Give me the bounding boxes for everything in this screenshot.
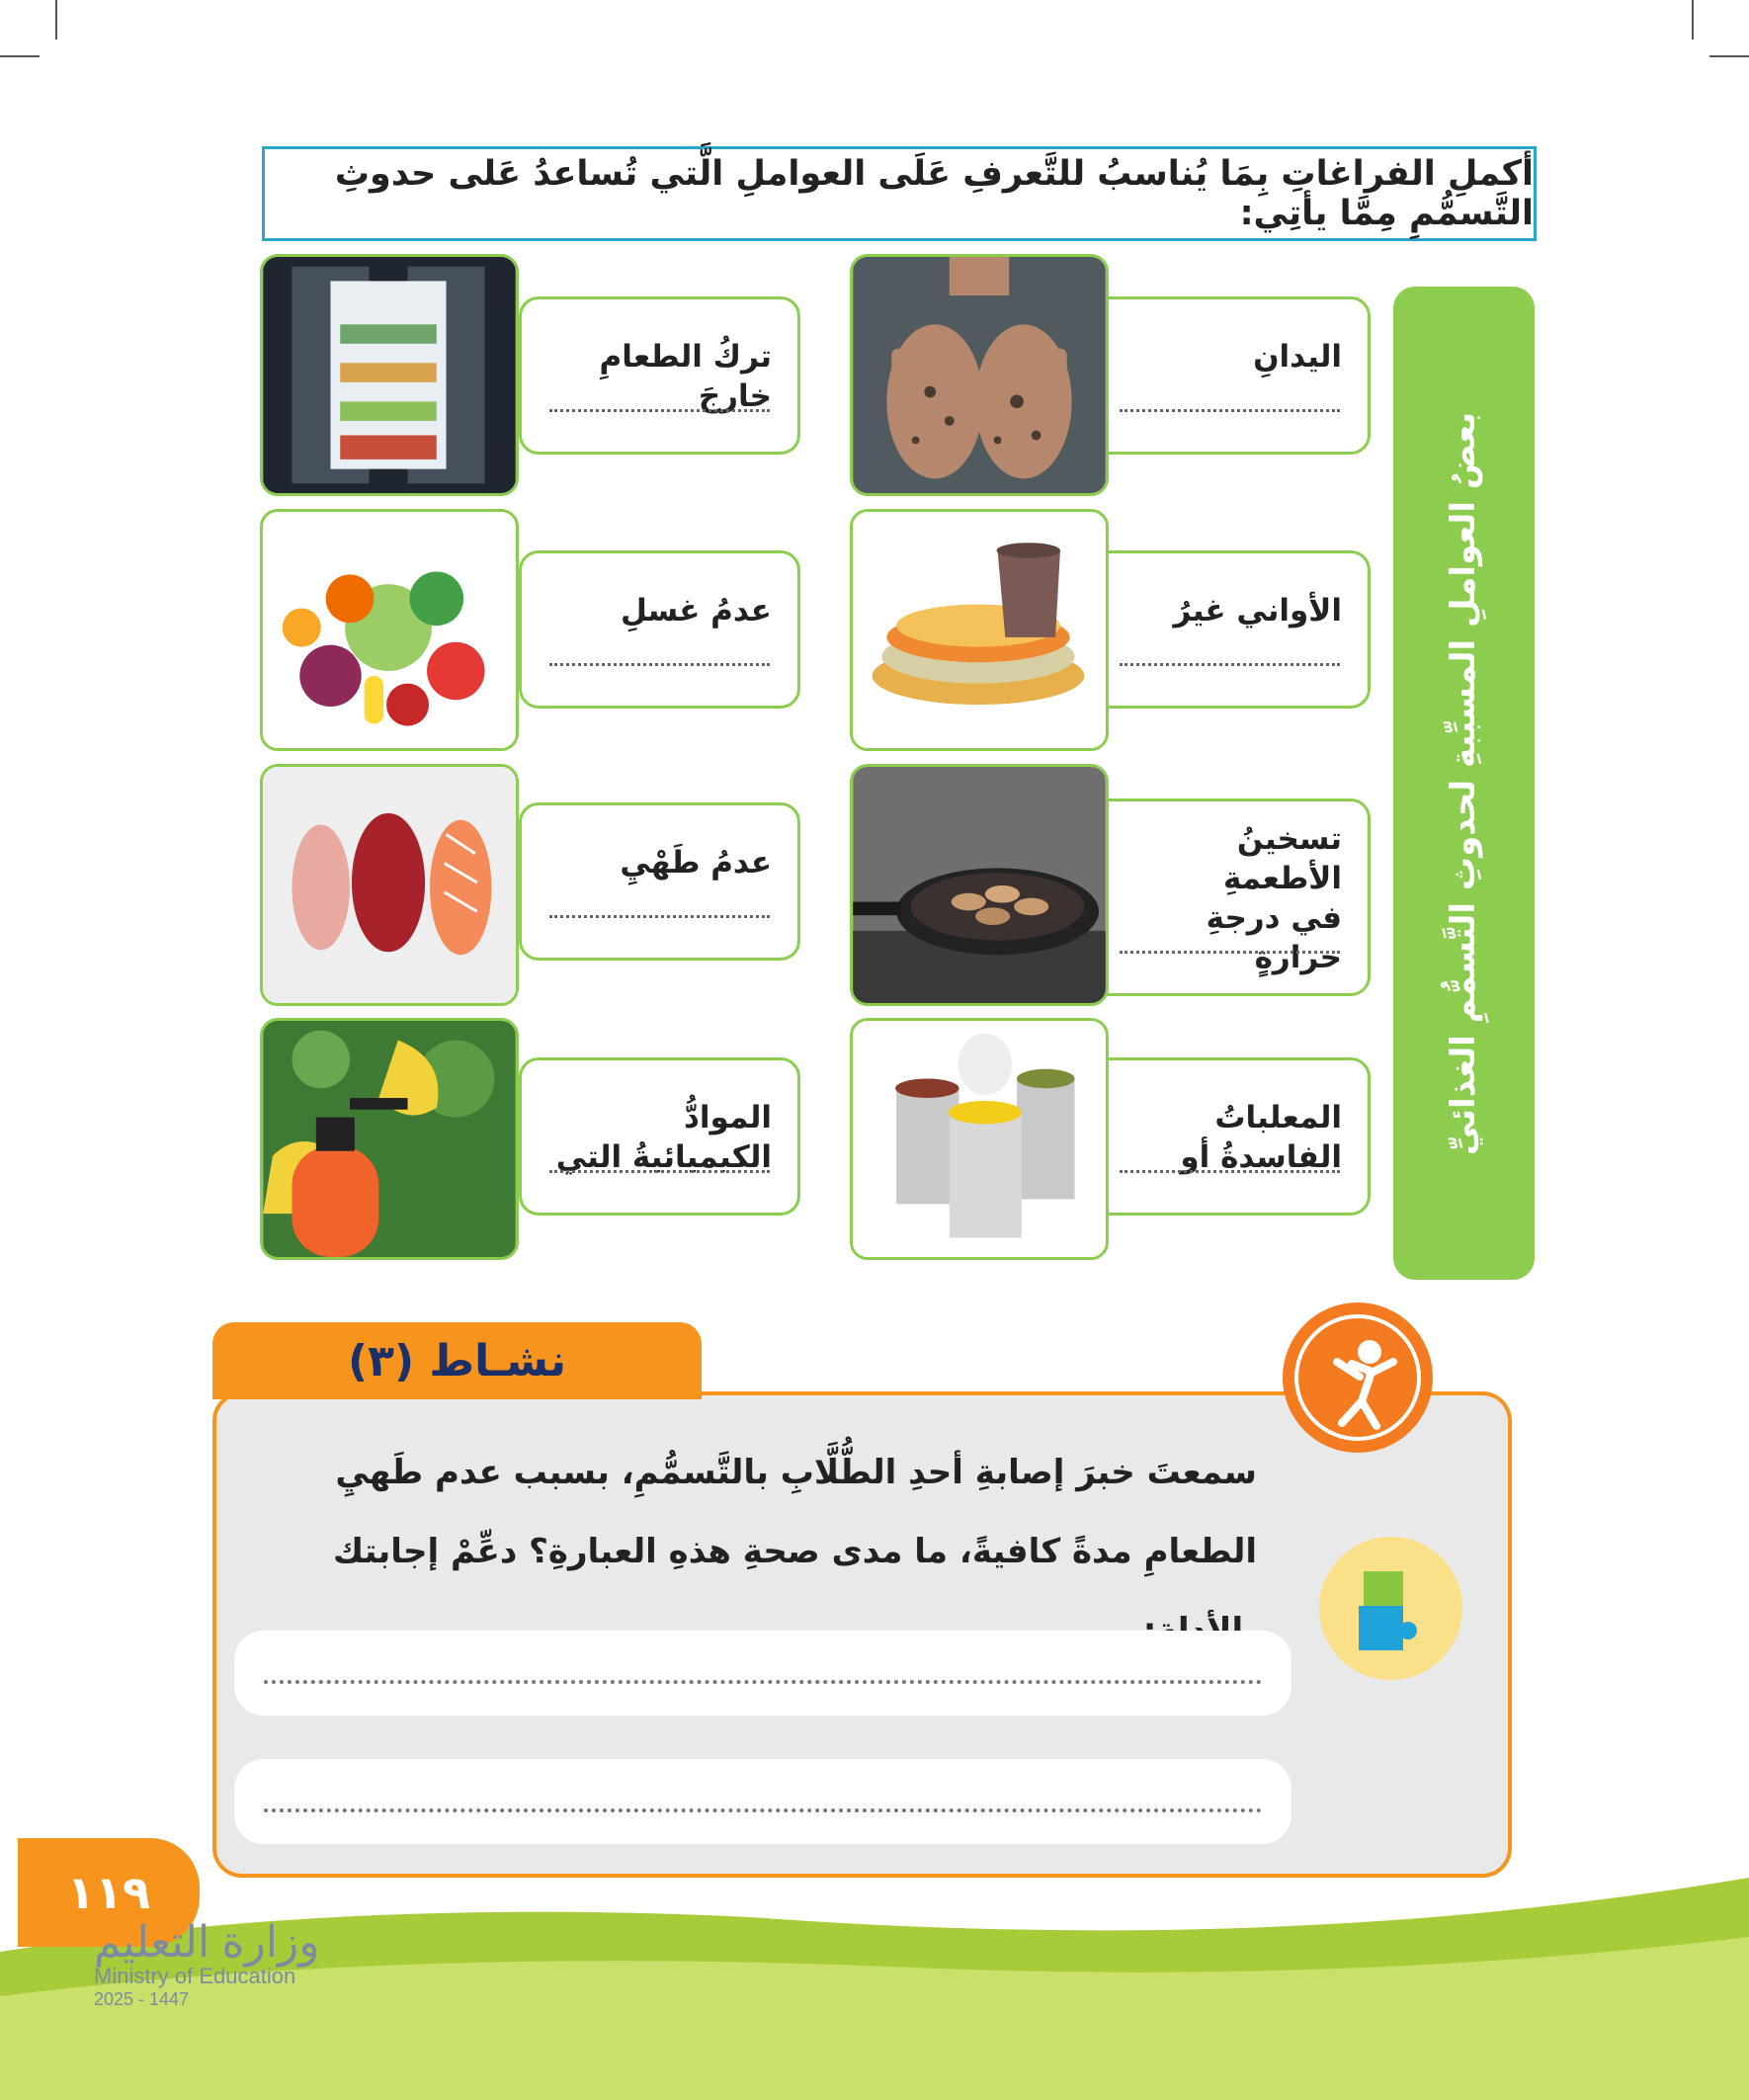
- raw-meat-image: [260, 764, 519, 1006]
- card-label: اليدانِ: [1253, 339, 1342, 375]
- dirty-hands-image: [850, 254, 1109, 496]
- blank-line[interactable]: [549, 663, 770, 666]
- card-label: عدمُ غسلِ: [621, 593, 772, 629]
- card-label-line1: تسخينُ الأطعمةِ: [1223, 821, 1342, 896]
- blank-line[interactable]: [549, 409, 770, 412]
- page-number: ١١٩: [66, 1866, 151, 1919]
- blank-line[interactable]: [1120, 663, 1340, 666]
- puzzle-icon: [1319, 1537, 1462, 1680]
- answer-field-2[interactable]: [234, 1759, 1291, 1844]
- frying-pan-illustration: [853, 767, 1106, 1003]
- ministry-year: 2025 - 1447: [94, 1989, 190, 2009]
- side-title: بعضُ العواملِ المسبِّبةِ لحدوثِ التَّسمُّمِ الغذائيِّ: [1444, 411, 1484, 1155]
- ministry-english: Ministry of Education: [94, 1964, 296, 1988]
- blank-card-hands[interactable]: [1089, 296, 1371, 455]
- dirty-hands-illustration: [853, 257, 1106, 493]
- blank-line[interactable]: [1120, 409, 1340, 412]
- dirty-dishes-image: [850, 509, 1109, 751]
- answer-line[interactable]: [264, 1808, 1262, 1812]
- blank-card-heating[interactable]: [1089, 798, 1371, 996]
- vegetables-image: [260, 509, 519, 751]
- vegetables-illustration: [263, 512, 516, 748]
- crop-mark: [1709, 55, 1749, 57]
- activity-tab: [212, 1322, 702, 1399]
- crop-mark: [1692, 0, 1694, 40]
- instruction-box: [262, 146, 1537, 241]
- frying-pan-image: [850, 764, 1109, 1006]
- crop-mark: [0, 55, 40, 57]
- blank-card-chemicals[interactable]: [519, 1057, 800, 1216]
- card-label: تركُ الطعامِ خارجَ: [599, 339, 772, 414]
- blank-line[interactable]: [549, 1170, 770, 1173]
- blank-card-outside[interactable]: [519, 296, 800, 455]
- activity-child-icon: [1283, 1302, 1433, 1453]
- ministry-logo: [94, 1917, 320, 2010]
- instruction-text: أكملِ الفراغاتِ بِمَا يُناسبُ للتَّعرفِ عَلَى العواملِ الَّتي تُساعدُ عَلى حدوثِ التَّسمُّمِ مِمَّا يأتِي:: [334, 154, 1534, 233]
- answer-line[interactable]: [264, 1680, 1262, 1684]
- blank-line[interactable]: [1120, 951, 1340, 954]
- pesticide-spray-image: [260, 1018, 519, 1260]
- side-title-bar: [1393, 287, 1535, 1280]
- blank-card-cans[interactable]: [1089, 1057, 1371, 1216]
- raw-meat-illustration: [263, 767, 516, 1003]
- card-label: المعلباتُ الفاسدةُ أو: [1180, 1100, 1342, 1175]
- card-label: الموادُّ الكيميائيةُ التي: [555, 1100, 772, 1175]
- card-label: [1112, 819, 1342, 977]
- blank-card-dishes[interactable]: [1089, 550, 1371, 709]
- blank-card-cooking[interactable]: [519, 802, 800, 961]
- blank-line[interactable]: [549, 915, 770, 918]
- blank-card-washing[interactable]: [519, 550, 800, 709]
- pesticide-spray-illustration: [263, 1021, 516, 1257]
- activity-title: نشـاط (٣): [348, 1335, 566, 1386]
- refrigerator-illustration: [263, 257, 516, 493]
- card-label-line2: في درجةِ حرارةٍ: [1206, 900, 1342, 975]
- card-label: عدمُ طَهْيِ: [620, 845, 772, 881]
- card-label: الأواني غيرُ: [1173, 593, 1342, 629]
- crop-mark: [55, 0, 57, 40]
- activity-question: سمعتَ خبرَ إصابةِ أحدِ الطُّلَّابِ بالتَّسمُّمِ، بسبب عدم طَهيِ الطعامِ مدةً كافيةً، ما مدى صحةِ هذهِ العبارةِ؟ دعِّمْ إجابتك: [332, 1453, 1257, 1571]
- refrigerator-image: [260, 254, 519, 496]
- canned-food-image: [850, 1018, 1109, 1260]
- answer-field-1[interactable]: [234, 1631, 1291, 1716]
- dirty-dishes-illustration: [853, 512, 1106, 748]
- canned-food-illustration: [853, 1021, 1106, 1257]
- ministry-arabic: وزارة التعليم: [94, 1918, 320, 1967]
- blank-line[interactable]: [1120, 1170, 1340, 1173]
